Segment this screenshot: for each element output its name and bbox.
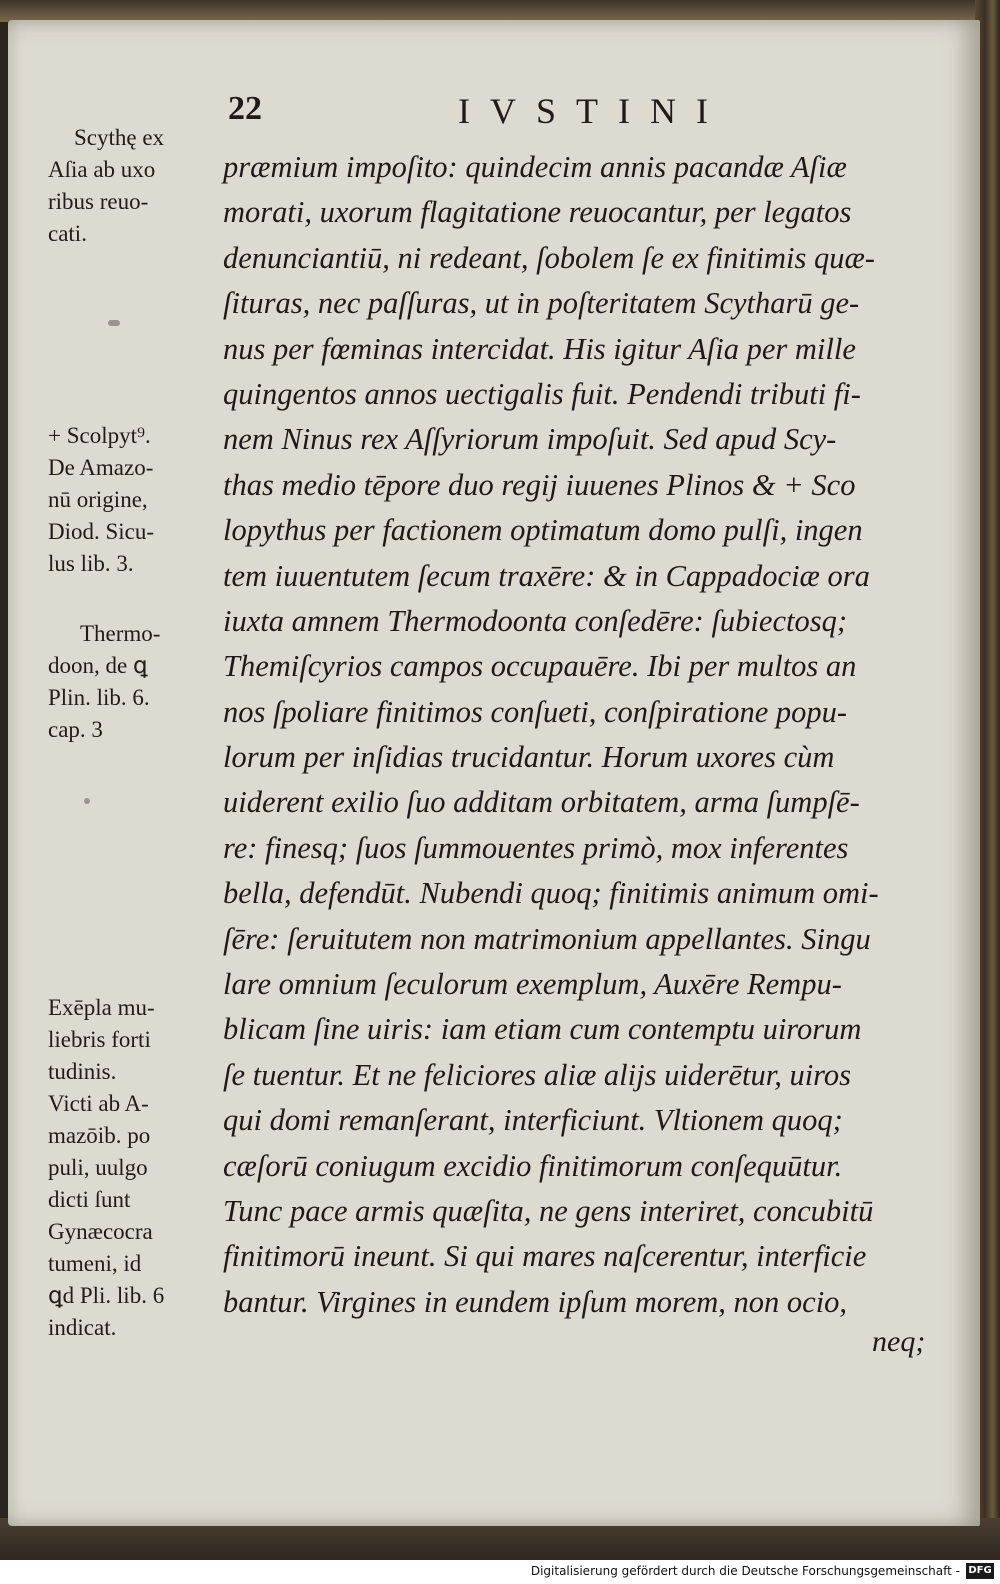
margin-note-scythae [48,122,228,250]
page-number: 22 [228,90,262,127]
text-line: bella, defendūt. Nubendi quoq; finitimis animum omi- [223,876,879,911]
note-line: Exēpla mu- [48,995,155,1020]
text-line: uiderent exilio ſuo additam orbitatem, arma ſumpſē- [223,785,860,820]
text-line: nos ſpoliare finitimos conſueti, conſpiratione popu- [223,694,848,729]
note-line: tudinis. [48,1059,117,1084]
text-line: præmium impoſito: quindecim annis pacandæ Aſiæ [223,150,847,184]
note-line: Aſia ab uxo [48,157,156,182]
note-line: indicat. [48,1315,117,1340]
text-line: ſituras, nec paſſuras, ut in poſteritatem Scytharū ge- [223,286,860,321]
digitization-footer [0,1560,1000,1584]
text-line: cæſorū coniugum excidio finitimorum conſequūtur. [223,1148,843,1183]
text-line: Themiſcyrios campos occupauēre. Ibi per multos an [223,649,857,684]
note-line: puli, uulgo [48,1155,148,1180]
note-line: lus lib. 3. [48,551,134,576]
text-line: iuxta amnem Thermodoonta conſedēre: ſubiectosq; [223,603,847,638]
book-top-edge [0,0,1000,22]
margin-note-scolpyt [48,420,228,580]
catchword: neq; [872,1325,926,1358]
margin-notes [48,125,223,1340]
footer-credit: Digitalisierung gefördert durch die Deutsche Forschungsgemeinschaft - [530,1564,960,1578]
text-line: re: finesq; ſuos ſummouentes primò, mox inferentes [223,830,849,865]
text-line: nem Ninus rex Aſſyriorum impoſuit. Sed apud Scy- [223,422,837,457]
book-page [8,20,980,1526]
note-line: ꝗd Pli. lib. 6 [48,1283,165,1308]
note-line: liebris forti [48,1027,151,1052]
text-line: ſe tuentur. Et ne feliciores aliæ alijs uiderētur, uiros [223,1057,852,1092]
note-line: mazōib. po [48,1123,151,1148]
text-line: tem iuuentutem ſecum traxēre: & in Cappadociæ ora [223,558,870,593]
page-header [228,90,748,140]
text-line: denunciantiū, ni redeant, ſobolem ſe ex finitimis quæ- [223,240,875,275]
body-text [223,145,943,1325]
note-line: cap. 3 [48,717,103,742]
text-line: bantur. Virgines in eundem ipſum morem, non ocio, [223,1284,848,1319]
text-line: Tunc pace armis quæſita, ne gens interiret, concubitū [223,1193,874,1228]
note-line: Victi ab A- [48,1091,149,1116]
note-line: cati. [48,221,87,246]
text-line: lorum per inſidias trucidantur. Horum uxores cùm [223,740,835,775]
margin-mark [108,320,120,326]
dfg-logo: DFG [966,1563,994,1579]
note-line: ribus reuo- [48,189,149,214]
note-line: dicti ſunt [48,1187,131,1212]
note-line: De Amazo- [48,455,154,480]
note-line: Gynæcocra [48,1219,153,1244]
note-line: Plin. lib. 6. [48,685,150,710]
text-line: finitimorū ineunt. Si qui mares naſcerentur, interficie [223,1239,867,1274]
note-line: Thermo- [80,621,161,646]
margin-note-exempla [48,992,228,1088]
text-line: blicam ſine uiris: iam etiam cum contemptu uirorum [223,1012,862,1047]
running-title: IVSTINI [458,91,728,131]
text-line: ſēre: ſeruitutem non matrimonium appellantes. Singu [223,921,871,956]
text-line: nus per fœminas intercidat. His igitur Aſia per mille [223,331,856,366]
margin-note-thermodoon [48,618,228,746]
note-line: Scythę ex [74,125,165,150]
note-line: + Scolpyt⁹. [48,423,151,448]
text-line: morati, uxorum flagitatione reuocantur, per legatos [223,195,852,230]
note-line: nū origine, [48,487,148,512]
text-line: qui domi remanſerant, interficiunt. Vltionem quoq; [223,1103,843,1138]
text-line: lare omnium ſeculorum exemplum, Auxēre Rempu- [223,967,842,1002]
note-line: Diod. Sicu- [48,519,155,544]
text-line: lopythus per factionem optimatum domo pulſi, ingen [223,513,863,548]
margin-mark [84,798,90,804]
note-line: tumeni, id [48,1251,142,1276]
note-line: doon, de ꝗ [48,653,148,678]
text-line: quingentos annos uectigalis fuit. Pendendi tributi fi- [223,376,861,411]
text-line: thas medio tēpore duo regij iuuenes Plinos & + Sco [223,467,856,502]
margin-note-victi [48,1088,228,1344]
